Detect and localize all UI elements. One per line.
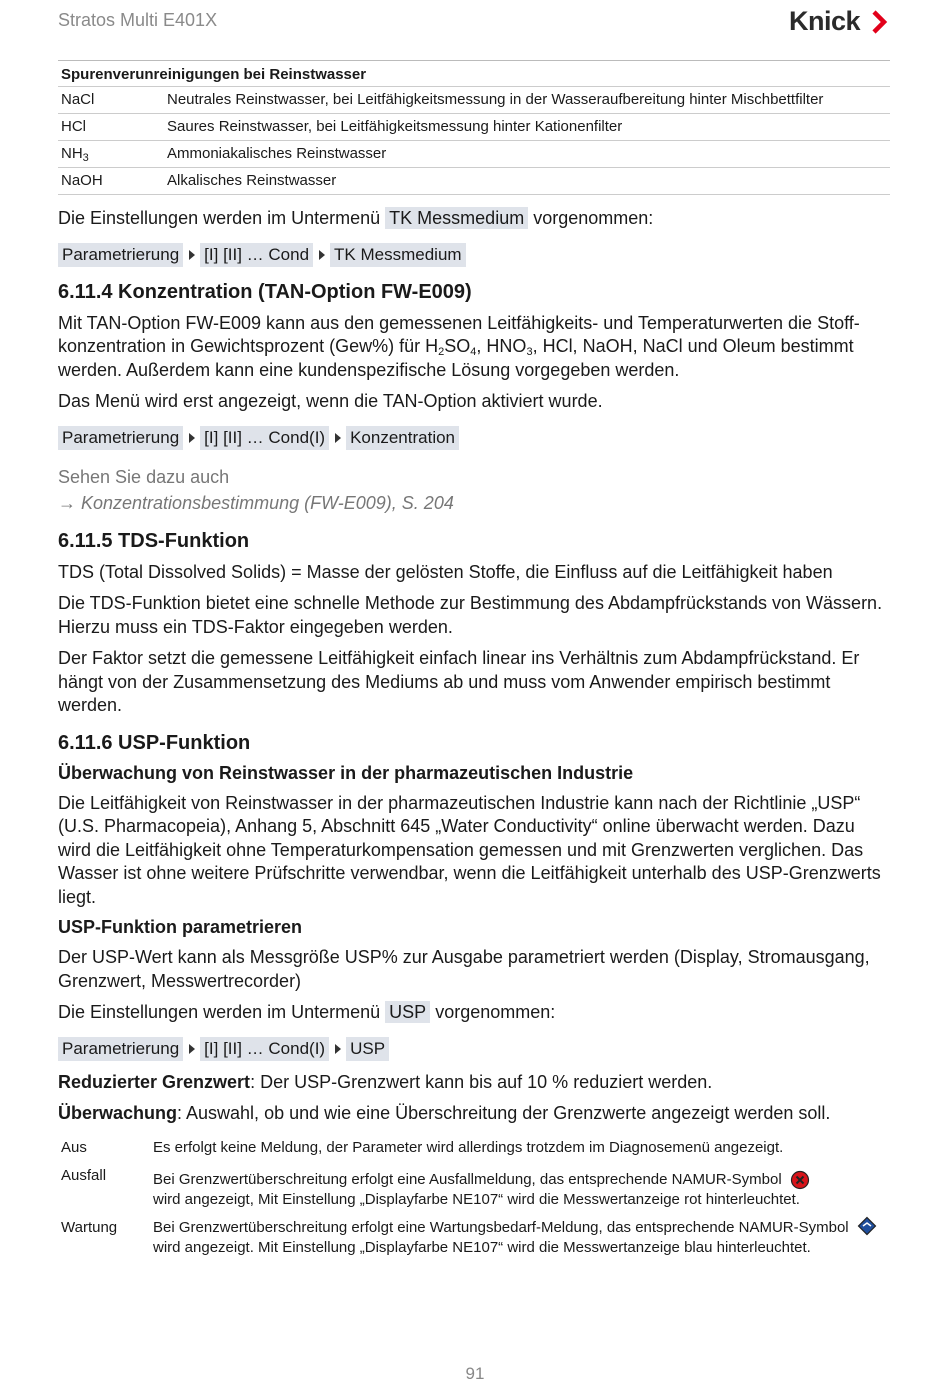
paragraph: TDS (Total Dissolved Solids) = Masse der gelösten Stoffe, die Einfluss auf die Leitfähigkeit haben	[58, 561, 833, 582]
section-heading: 6.11.6 USP-Funktion	[58, 731, 251, 754]
section-heading: 6.11.4 Konzentration (TAN-Option FW-E009)	[58, 280, 472, 303]
monitoring-options-table	[58, 1136, 890, 1264]
cross-reference-link[interactable]: → Konzentrationsbestimmung (FW-E009), S. 204	[58, 492, 454, 513]
table-row	[58, 1164, 890, 1216]
arrow-right-icon	[189, 250, 195, 260]
option-description: Es erfolgt keine Meldung, der Parameter wird allerdings trotzdem im Diagnosemenü angezeigt.	[153, 1138, 784, 1156]
trace-contaminants-table	[58, 60, 890, 195]
table-cell-value: Ammoniakalisches Reinstwasser	[164, 141, 890, 168]
menu-path-item: Konzentration	[346, 426, 459, 450]
table-row	[58, 1136, 890, 1164]
usp-settings-text: Die Einstellungen werden im Untermenü USP vorgenommen:	[58, 1002, 556, 1022]
option-key: Ausfall	[61, 1166, 107, 1184]
menu-path	[58, 426, 890, 450]
paragraph: Der USP-Wert kann als Messgröße USP% zur Ausgabe parametriert werden (Display, Stromausgang, Grenzwert, Messwertrecorder)	[58, 947, 870, 991]
menu-path-item: [I] [II] … Cond	[200, 243, 313, 267]
table-cell-key: $NH_3$	[58, 141, 164, 168]
option-description: Bei Grenzwertüberschreitung erfolgt eine Ausfallmeldung, das entsprechende NAMUR-Symbol wird angezeigt, Mit Einstellung „Displayfarbe NE107“ wird die Messwertanzeige rot hinterleuchtet.	[150, 1164, 890, 1216]
menu-path-item: Parametrierung	[58, 243, 183, 267]
table-row	[58, 87, 890, 114]
namur-maintenance-icon	[857, 1216, 877, 1236]
arrow-right-icon	[189, 1044, 195, 1054]
table-cell-key: NaCl	[58, 87, 164, 114]
menu-path-item: USP	[346, 1037, 389, 1061]
document-title: Stratos Multi E401X	[58, 10, 218, 30]
table-cell-key: NaOH	[58, 168, 164, 195]
page-number: 91	[465, 1364, 485, 1383]
option-key: Aus	[61, 1138, 87, 1156]
chevron-right-icon	[870, 10, 890, 34]
see-also-label: Sehen Sie dazu auch	[58, 466, 230, 487]
menu-path-item: TK Messmedium	[330, 243, 466, 267]
submenu-highlight: TK Messmedium	[385, 207, 528, 229]
table-cell-value: Neutrales Reinstwasser, bei Leitfähigkeitsmessung in der Wasseraufbereitung hinter Mischbettfilter	[164, 87, 890, 114]
menu-path	[58, 1037, 890, 1061]
submenu-highlight: USP	[385, 1001, 430, 1023]
table-row	[58, 141, 890, 168]
menu-path	[58, 243, 890, 267]
subsection-heading: USP-Funktion parametrieren	[58, 917, 303, 937]
table-row	[58, 114, 890, 141]
table-cell-value: Alkalisches Reinstwasser	[164, 168, 890, 195]
section-heading: 6.11.5 TDS-Funktion	[58, 529, 250, 552]
table-heading: Spurenverunreinigungen bei Reinstwasser	[61, 66, 367, 83]
menu-path-item: Parametrierung	[58, 1037, 183, 1061]
paragraph: Die Leitfähigkeit von Reinstwasser in der pharmazeutischen Industrie kann nach der Richtlinie „USP“ (U.S. Pharmacopeia), Anhang 5, Abschnitt 645 „Water Conductivity“ online überwacht werden. Dazu wird die Leitfähigkeit ohne Temperaturkompensation gemessen und mit Grenzwerten verglichen. Das Wasser ist ohne weitere Prüfschritte verwendbar, wenn die Leitfähigkeit unterhalb des USP-Grenzwerts liegt.	[58, 792, 881, 907]
option-description: Bei Grenzwertüberschreitung erfolgt eine Wartungsbedarf-Meldung, das entsprechende NAMUR-Symbol wird angezeigt. Mit Einstellung „Displayfarbe NE107“ wird die Messwertanzeige blau hinterleuchtet.	[150, 1216, 890, 1264]
arrow-right-icon	[189, 433, 195, 443]
logo-text: Knick	[788, 6, 860, 36]
arrow-right-icon	[319, 250, 325, 260]
table-cell-key: HCl	[58, 114, 164, 141]
paragraph: Mit TAN-Option FW-E009 kann aus den gemessenen Leitfähigkeits- und Temperaturwerten die Stoff-konzentration in Gewichtsprozent (Gew%) für $H_2SO_4$, $HNO_3$, HCl, NaOH, NaCl und Oleum bestimmt werden. Außerdem kann eine kundenspezifische Lösung vorgegeben werden.	[58, 312, 860, 380]
paragraph: Die TDS-Funktion bietet eine schnelle Methode zur Bestimmung des Abdampfrückstands von Wässern. Hierzu muss ein TDS-Faktor eingegeben werden.	[58, 593, 883, 637]
paragraph: Der Faktor setzt die gemessene Leitfähigkeit einfach linear ins Verhältnis zum Abdampfrückstand. Er hängt von der Zusammensetzung des Mediums ab und muss vom Anwender empirisch bestimmt werden.	[58, 648, 860, 715]
menu-path-item: [I] [II] … Cond(I)	[200, 426, 329, 450]
option-key: Wartung	[61, 1218, 118, 1236]
table-cell-value: Saures Reinstwasser, bei Leitfähigkeitsmessung hinter Kationenfilter	[164, 114, 890, 141]
page-content	[58, 60, 890, 1264]
paragraph: Überwachung: Auswahl, ob und wie eine Überschreitung der Grenzwerte angezeigt werden soll.	[58, 1103, 831, 1123]
see-also	[58, 464, 890, 516]
paragraph: Reduzierter Grenzwert: Der USP-Grenzwert kann bis auf 10 % reduziert werden.	[58, 1071, 713, 1092]
menu-path-item: [I] [II] … Cond(I)	[200, 1037, 329, 1061]
tk-settings-text: Die Einstellungen werden im Untermenü TK Messmedium vorgenommen:	[58, 208, 654, 228]
knick-logo	[789, 6, 890, 37]
paragraph: Das Menü wird erst angezeigt, wenn die TAN-Option aktiviert wurde.	[58, 391, 603, 411]
arrow-right-icon	[335, 433, 341, 443]
table-row	[58, 1216, 890, 1264]
menu-path-item: Parametrierung	[58, 426, 183, 450]
subsection-heading: Überwachung von Reinstwasser in der pharmazeutischen Industrie	[58, 762, 634, 783]
arrow-right-icon	[335, 1044, 341, 1054]
table-row	[58, 168, 890, 195]
namur-failure-icon	[790, 1170, 810, 1190]
